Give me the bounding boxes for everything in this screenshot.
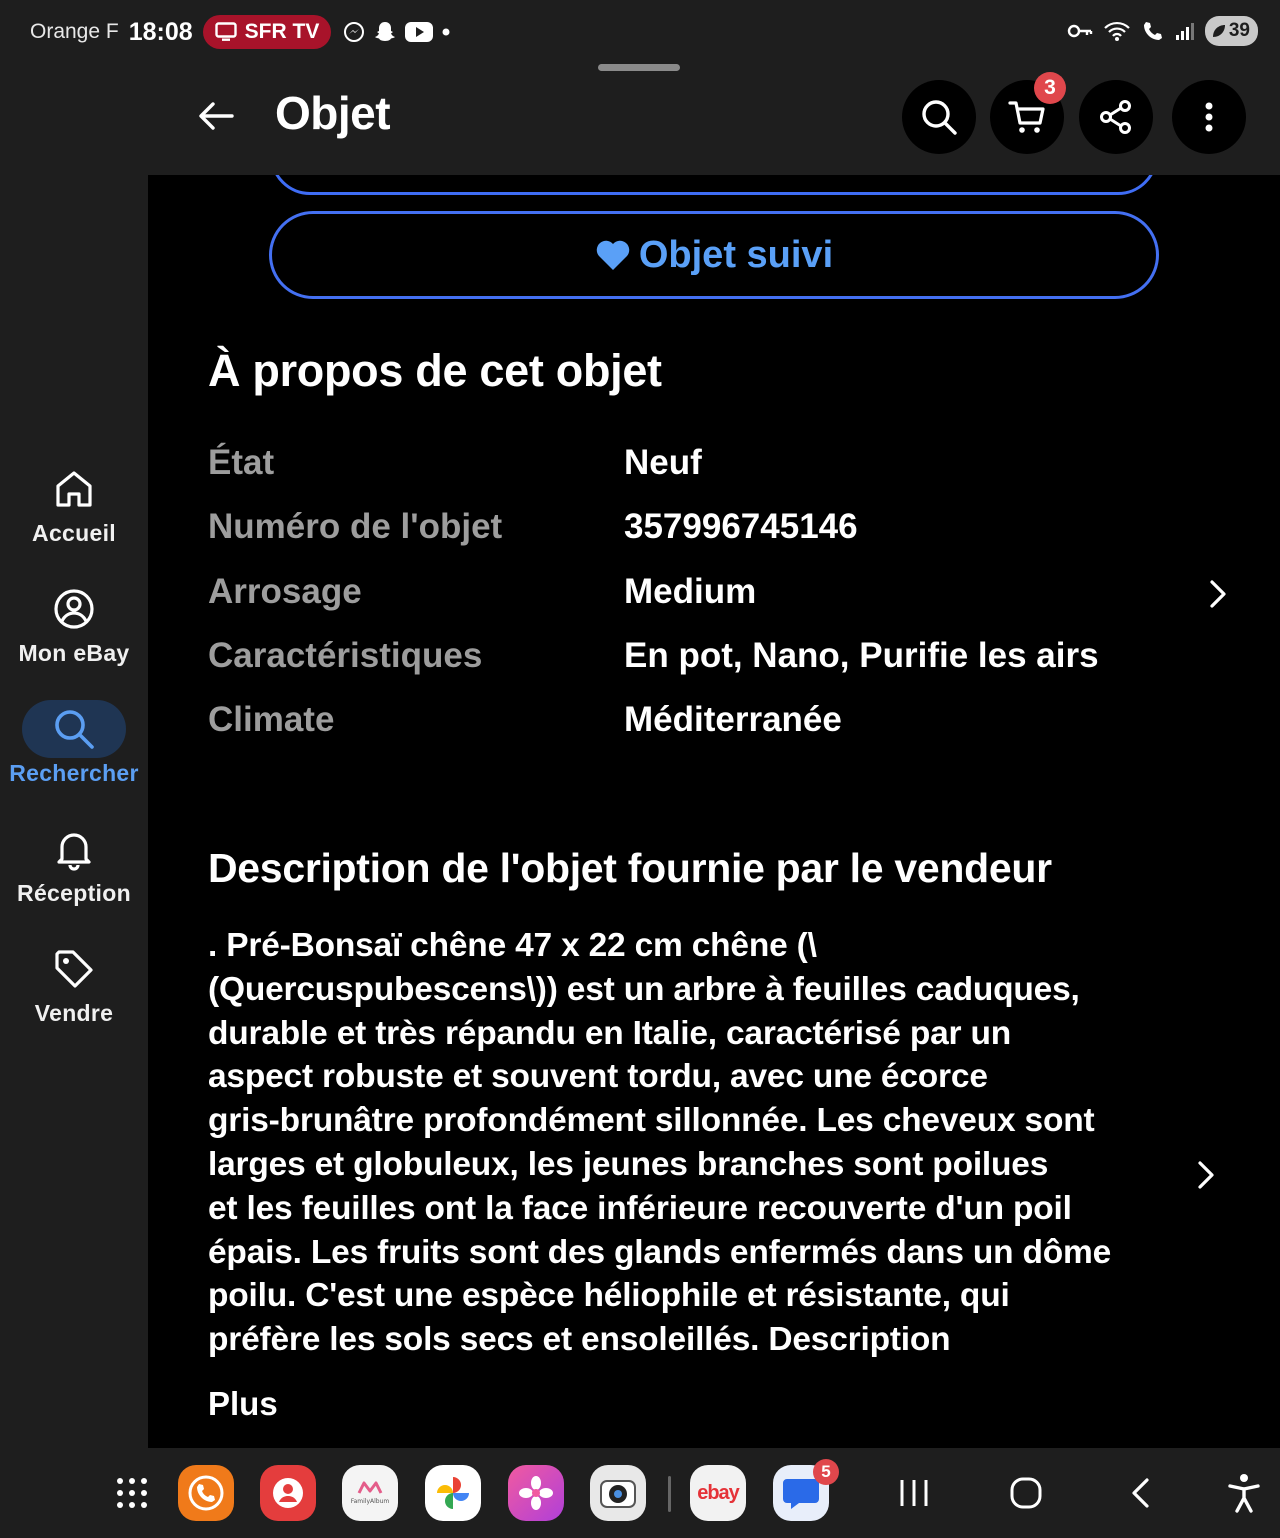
spec-label: Climate xyxy=(208,700,335,739)
tag-icon xyxy=(52,947,96,991)
sfr-tv-chip[interactable] xyxy=(203,15,332,49)
spec-value: 357996745146 xyxy=(624,507,858,546)
clock: 18:08 xyxy=(128,17,193,46)
more-vertical-icon xyxy=(1204,101,1214,133)
previous-action-button[interactable] xyxy=(270,175,1158,195)
search-icon xyxy=(52,707,96,751)
spec-row-watering[interactable] xyxy=(208,572,1228,622)
spec-label: Caractéristiques xyxy=(208,636,483,675)
description-line: (Quercuspubescens\)) est un arbre à feuilles caduques, xyxy=(208,970,1080,1008)
photos-app[interactable] xyxy=(425,1465,481,1521)
accessibility-icon xyxy=(1227,1473,1261,1513)
chat-bubble-icon xyxy=(781,1475,821,1511)
spec-row-item-number xyxy=(208,507,1228,557)
nav-item-home[interactable] xyxy=(0,460,148,547)
spec-label: État xyxy=(208,443,275,482)
more-options-button[interactable] xyxy=(1172,80,1246,154)
dock-separator xyxy=(668,1476,671,1512)
contact-icon xyxy=(271,1476,305,1510)
chevron-right-icon[interactable] xyxy=(1208,578,1228,610)
top-app-bar xyxy=(0,78,1280,154)
nav-label: Vendre xyxy=(34,1000,114,1026)
seller-description[interactable] xyxy=(208,924,1188,1362)
signal-icon xyxy=(1175,21,1195,41)
about-section-title: À propos de cet objet xyxy=(208,345,662,396)
show-more-link[interactable]: Plus xyxy=(208,1385,278,1422)
family-album-app[interactable] xyxy=(342,1465,398,1521)
nav-item-my-ebay[interactable] xyxy=(0,580,148,667)
dot-icon xyxy=(441,27,451,37)
spec-value: Medium xyxy=(624,572,757,611)
recents-icon xyxy=(898,1478,930,1508)
arrow-left-icon xyxy=(198,101,234,131)
home-nav-icon xyxy=(1009,1476,1043,1510)
nav-label: Mon eBay xyxy=(18,640,130,666)
ebay-app[interactable] xyxy=(690,1465,746,1521)
back-nav-button[interactable] xyxy=(1112,1465,1168,1521)
spec-label: Arrosage xyxy=(208,572,362,611)
cart-count-badge: 3 xyxy=(1034,72,1066,104)
key-icon xyxy=(1067,23,1093,39)
cart-icon xyxy=(1008,99,1046,135)
tv-icon xyxy=(215,22,237,42)
home-button[interactable] xyxy=(998,1465,1054,1521)
description-line: larges et globuleux, les jeunes branches sont poilues xyxy=(208,1145,1049,1183)
description-line: poilu. C'est une espèce héliophile et résistante, qui xyxy=(208,1277,1010,1315)
leaf-icon xyxy=(1211,23,1227,39)
nav-label: Réception xyxy=(17,880,131,906)
nav-label: Rechercher xyxy=(9,760,139,786)
description-line: et les feuilles ont la face inférieure recouverte d'un poil xyxy=(208,1189,1072,1227)
spec-row-condition xyxy=(208,443,1228,493)
spec-value: Neuf xyxy=(624,443,702,482)
chevron-left-icon xyxy=(1128,1477,1152,1509)
flower-icon xyxy=(516,1473,556,1513)
family-album-icon xyxy=(357,1481,383,1495)
user-icon xyxy=(52,587,96,631)
camera-app[interactable] xyxy=(590,1465,646,1521)
follow-item-button[interactable] xyxy=(269,211,1159,299)
grid-icon xyxy=(115,1476,149,1510)
messenger-icon xyxy=(343,21,365,43)
camera-icon xyxy=(598,1475,638,1511)
share-button[interactable] xyxy=(1079,80,1153,154)
description-line: gris-brunâtre profondément sillonnée. Les cheveux sont xyxy=(208,1102,1095,1140)
phone-app[interactable] xyxy=(178,1465,234,1521)
description-line: préfère les sols secs et ensoleillés. Description xyxy=(208,1321,951,1359)
messages-badge: 5 xyxy=(813,1459,839,1485)
ebay-logo: ebay xyxy=(697,1481,739,1504)
description-line: épais. Les fruits sont des glands enfermés dans un dôme xyxy=(208,1233,1112,1271)
sfr-tv-label: SFR TV xyxy=(244,20,320,43)
youtube-icon xyxy=(405,22,433,42)
gallery-app[interactable] xyxy=(508,1465,564,1521)
spec-value: Méditerranée xyxy=(624,700,842,739)
spec-row-climate xyxy=(208,700,1228,750)
home-icon xyxy=(52,467,96,511)
description-line: . Pré-Bonsaï chêne 47 x 22 cm chêne (\ xyxy=(208,927,817,964)
item-details-panel xyxy=(148,175,1280,1448)
battery-level: 39 xyxy=(1228,20,1250,41)
wifi-icon xyxy=(1103,20,1131,42)
description-line: durable et très répandu en Italie, caractérisé par un xyxy=(208,1014,1012,1052)
search-button[interactable] xyxy=(902,80,976,154)
spec-label: Numéro de l'objet xyxy=(208,507,503,546)
taskbar xyxy=(0,1448,1280,1538)
search-icon xyxy=(920,98,958,136)
description-line: aspect robuste et souvent tordu, avec une écorce xyxy=(208,1058,988,1096)
nav-item-search[interactable] xyxy=(0,700,148,787)
follow-label: Objet suivi xyxy=(638,233,834,276)
spec-value: En pot, Nano, Purifie les airs xyxy=(624,636,1099,675)
accessibility-button[interactable] xyxy=(1216,1465,1272,1521)
nav-item-inbox[interactable] xyxy=(0,820,148,907)
status-bar xyxy=(0,0,1280,64)
battery-indicator xyxy=(1205,16,1258,46)
recent-apps-button[interactable] xyxy=(886,1465,942,1521)
phone-icon xyxy=(186,1473,226,1513)
bell-icon xyxy=(52,827,96,871)
snapchat-icon xyxy=(373,20,397,44)
pinwheel-icon xyxy=(433,1473,473,1513)
share-icon xyxy=(1098,99,1134,135)
family-album-label: FamilyAlbum xyxy=(350,1498,390,1505)
heart-icon xyxy=(595,239,631,271)
page-title: Objet xyxy=(275,87,391,139)
messages-app[interactable] xyxy=(773,1462,831,1521)
nav-item-sell[interactable] xyxy=(0,940,148,1027)
nav-label: Accueil xyxy=(32,520,116,546)
back-button[interactable] xyxy=(194,94,238,138)
wifi-calling-icon xyxy=(1141,19,1165,43)
chevron-right-icon[interactable] xyxy=(1196,1159,1216,1191)
apps-drawer-button[interactable] xyxy=(104,1465,160,1521)
description-section-title: Description de l'objet fournie par le vendeur xyxy=(208,845,1052,891)
contacts-app[interactable] xyxy=(260,1465,316,1521)
spec-row-features xyxy=(208,636,1228,686)
cart-button[interactable] xyxy=(990,76,1064,154)
carrier-name: Orange F xyxy=(30,20,119,43)
drag-handle[interactable] xyxy=(598,64,680,71)
